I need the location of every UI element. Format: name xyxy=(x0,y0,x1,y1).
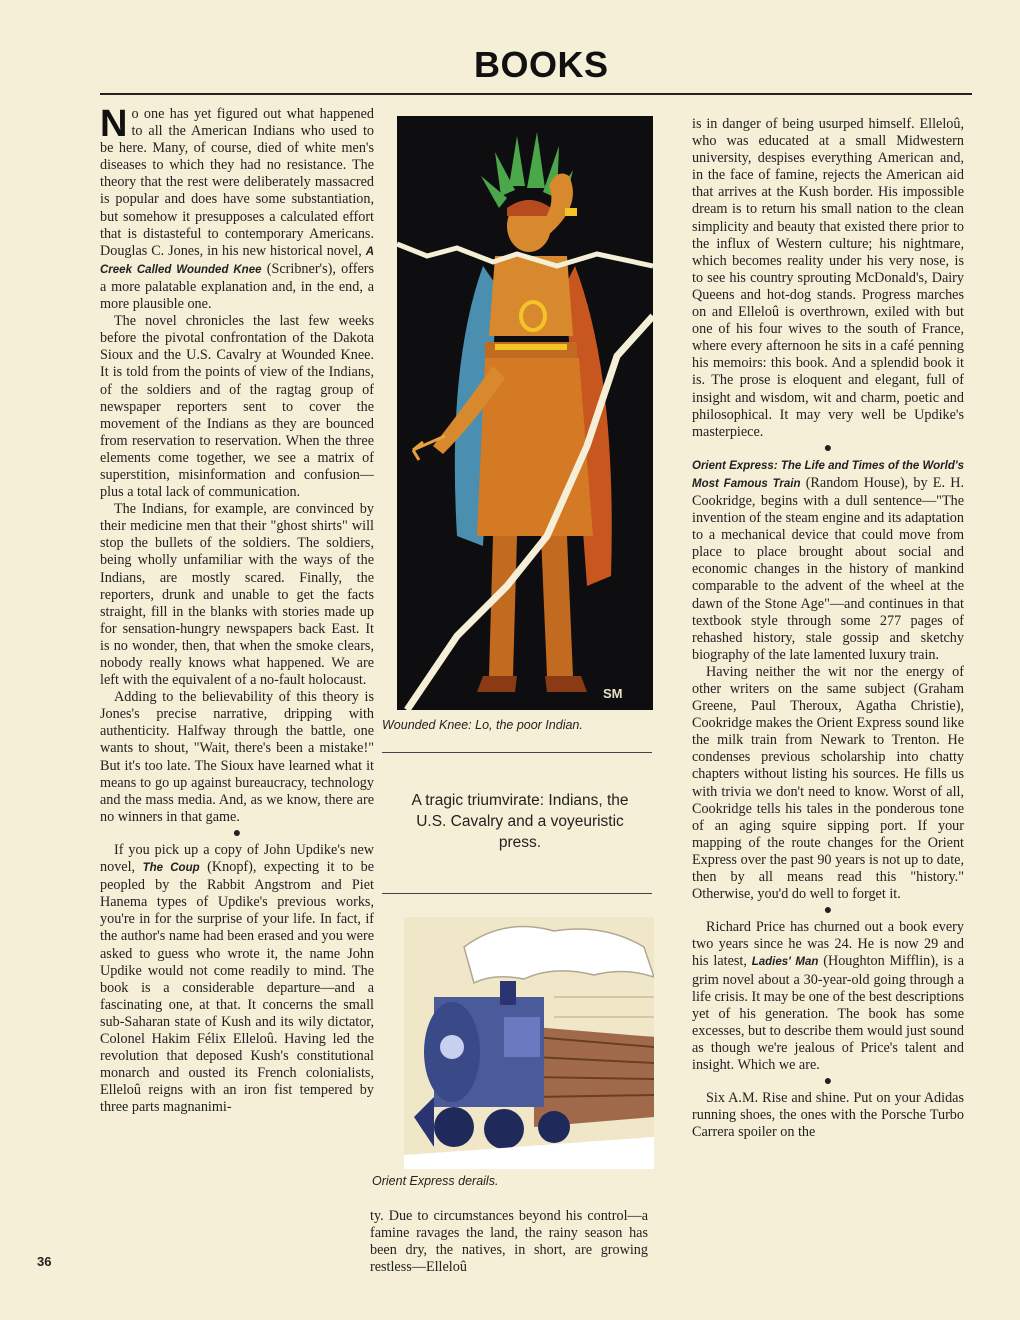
train-illustration xyxy=(404,917,654,1169)
pull-quote-rule-bottom xyxy=(382,893,652,894)
paragraph-8: Having neither the wit nor the energy of other writers on the same subject (Graham Greene, Paul Theroux, Agatha Christie), Cookridge makes the Orient Express sound like the milk train from Newark to Trenton. He condenses previous scholarship into chatty chapters without listing his sources. He fills us with trivia we don't need to know. Worst of all, Cookridge tells his tales in the ponderous tone of an aging squire sipping port. If your mapping of the route changes for the Orient Express over the past 90 years is not up to date, then by all means read this "history." Otherwise, you'd do well to forget it. xyxy=(692,663,964,903)
artist-signature: SM xyxy=(603,686,623,701)
column-1 xyxy=(100,103,374,1116)
paragraph-9 xyxy=(692,919,964,1074)
paragraph-2: The novel chronicles the last few weeks before the pivotal confrontation of the Dakota Sioux and the U.S. Cavalry at Wounded Knee. It is told from the points of view of the Indians, of the soldiers and of the ragtag group of newspaper reporters sent to cover the movement of the Indians as they are bounced from reservation to reservation. When the three elements come together, we see a matrix of superstition, misinformation and confusion—plus a total lack of communication. xyxy=(100,313,374,501)
section-separator: ● xyxy=(823,1074,833,1090)
continuation-paragraph: ty. Due to circumstances beyond his control—a famine ravages the land, the rainy season has been dry, the natives, in short, are growing restless—Elleloû xyxy=(370,1208,648,1276)
column-3 xyxy=(692,116,964,1141)
paragraph-3: The Indians, for example, are convinced by their medicine men that their "ghost shirts" will stop the bullets of the soldiers. The soldiers, being wholly unfamiliar with the ways of the Indians, are mostly scared. Finally, the reporters, drunk and unable to get the facts straight, fill in the blanks with stories made up for sensation-hungry newspapers back East. It is no wonder, then, that when the smoke clears, nobody really knows what happened. We are left with the equivalent of a no-fault holocaust. xyxy=(100,501,374,689)
section-separator: ● xyxy=(823,903,833,919)
paragraph-text: (Scribner's), offers a more palatable explanation and, in the end, a more plausible one. xyxy=(100,260,374,313)
page-title: BOOKS xyxy=(474,44,609,85)
column-2-text xyxy=(370,1208,648,1276)
paragraph-text: (Houghton Mifflin), is a grim novel about a 30-year-old going through a life crisis. It may be one of the best descriptions yet of his generation. The book has some excesses, but to describe them would just sound as though we're jealous of Price's talent and insight. Which we are. xyxy=(692,953,964,1073)
paragraph-text: (Knopf), expecting it to be peopled by the Rabbit Angstrom and Piet Hanema types of Updike's previous works, you're in for the surprise of your life. In fact, if the author's name had been erased and you were asked to guess who wrote it, the name John Updike would not come readily to mind. The book is a considerable departure—and a fascinating one, at that. It concerns the small sub-Saharan state of Kush and its wily dictator, Colonel Hakim Félix Elleloû. Having led the revolution that deposed Kush's constitutional monarch and ousted its French colonialists, Elleloû reigns with an iron fist tempered by three parts magnanimi- xyxy=(100,859,374,1116)
book-title: The Coup xyxy=(142,862,200,875)
book-title: Ladies' Man xyxy=(751,956,819,969)
section-separator: ● xyxy=(823,440,833,456)
paragraph-4: Adding to the believability of this theory is Jones's precise narrative, dripping with authenticity. Halfway through the battle, one wants to shout, "Wait, there's been a mistake!" But it's too late. The Sioux have learned what it means to go up against bureaucracy, technology and the mass media. And, as we know, there are no winners in that game. xyxy=(100,689,374,825)
section-separator: ● xyxy=(232,825,242,841)
paragraph-text: o one has yet figured out what happened to all the American Indians who used to be here. Many, of course, died of white men's diseases to which they had no resistance. The theory that the rest were deliberately massacred is popular and does have some substantiation, but somehow it presupposes a calculated effort that is distasteful to contemporary Americans. Douglas C. Jones, in his new historical novel, xyxy=(100,106,374,259)
header-rule xyxy=(100,93,972,95)
book-title: Orient Express: The Life and Times of the World's Most Famous Train xyxy=(692,459,964,490)
book-title: A Creek Called Wounded Knee xyxy=(100,245,374,276)
paragraph-10: Six A.M. Rise and shine. Put on your Adidas running shoes, the ones with the Porsche Turbo Carrera spoiler on the xyxy=(692,1090,964,1141)
pull-quote-rule-top xyxy=(382,752,652,753)
paragraph-1 xyxy=(100,103,374,313)
indian-illustration xyxy=(397,116,653,710)
paragraph-text: If you pick up a copy of John Updike's new novel, xyxy=(100,841,374,876)
paragraph-text: (Random House), by E. H. Cookridge, begins with a dull sentence—"The invention of the steam engine and its adaptation to a mechanical device that could move from place to place brought about social and economic changes in the history of mankind comparable to the advent of the wheel at the dawn of the Stone Age"—and continues in that textbook style through some 277 pages of rehashed history, stale gossip and sketchy biography of the late lamented luxury train. xyxy=(692,474,964,663)
page-number: 36 xyxy=(37,1254,52,1269)
paragraph-5 xyxy=(100,842,374,1117)
pull-quote: A tragic triumvirate: Indians, the U.S. Cavalry and a voyeuristic press. xyxy=(411,792,629,851)
paragraph-text: Richard Price has churned out a book every two years since he was 24. He is now 29 and his latest, xyxy=(692,919,964,970)
paragraph-7 xyxy=(692,457,964,664)
paragraph-6: is in danger of being usurped himself. Elleloû, who was educated at a small Midwestern university, despises everything American and, in the face of famine, rejects the American aid that arrives at the Kush border. His impossible dream is to return his small nation to the clean simplicity and beauty that existed there prior to the influx of Western culture; his nightmare, which becomes reality under his very nose, is to see his country sprouting McDonald's, Dairy Queens and hot-dog stands. Progress marches on and Elleloû is overthrown, exiled with but one of his four wives to the south of France, where every afternoon he sits in a café penning his memoirs: this book. And a splendid book it is. The prose is eloquent and elegant, full of insight and wisdom, wit and charm, poetic and philosophical. It may very well be Updike's masterpiece. xyxy=(692,116,964,440)
drop-cap: N xyxy=(100,103,128,145)
illustration-caption: Wounded Knee: Lo, the poor Indian. xyxy=(382,718,583,732)
train-caption: Orient Express derails. xyxy=(372,1174,499,1188)
